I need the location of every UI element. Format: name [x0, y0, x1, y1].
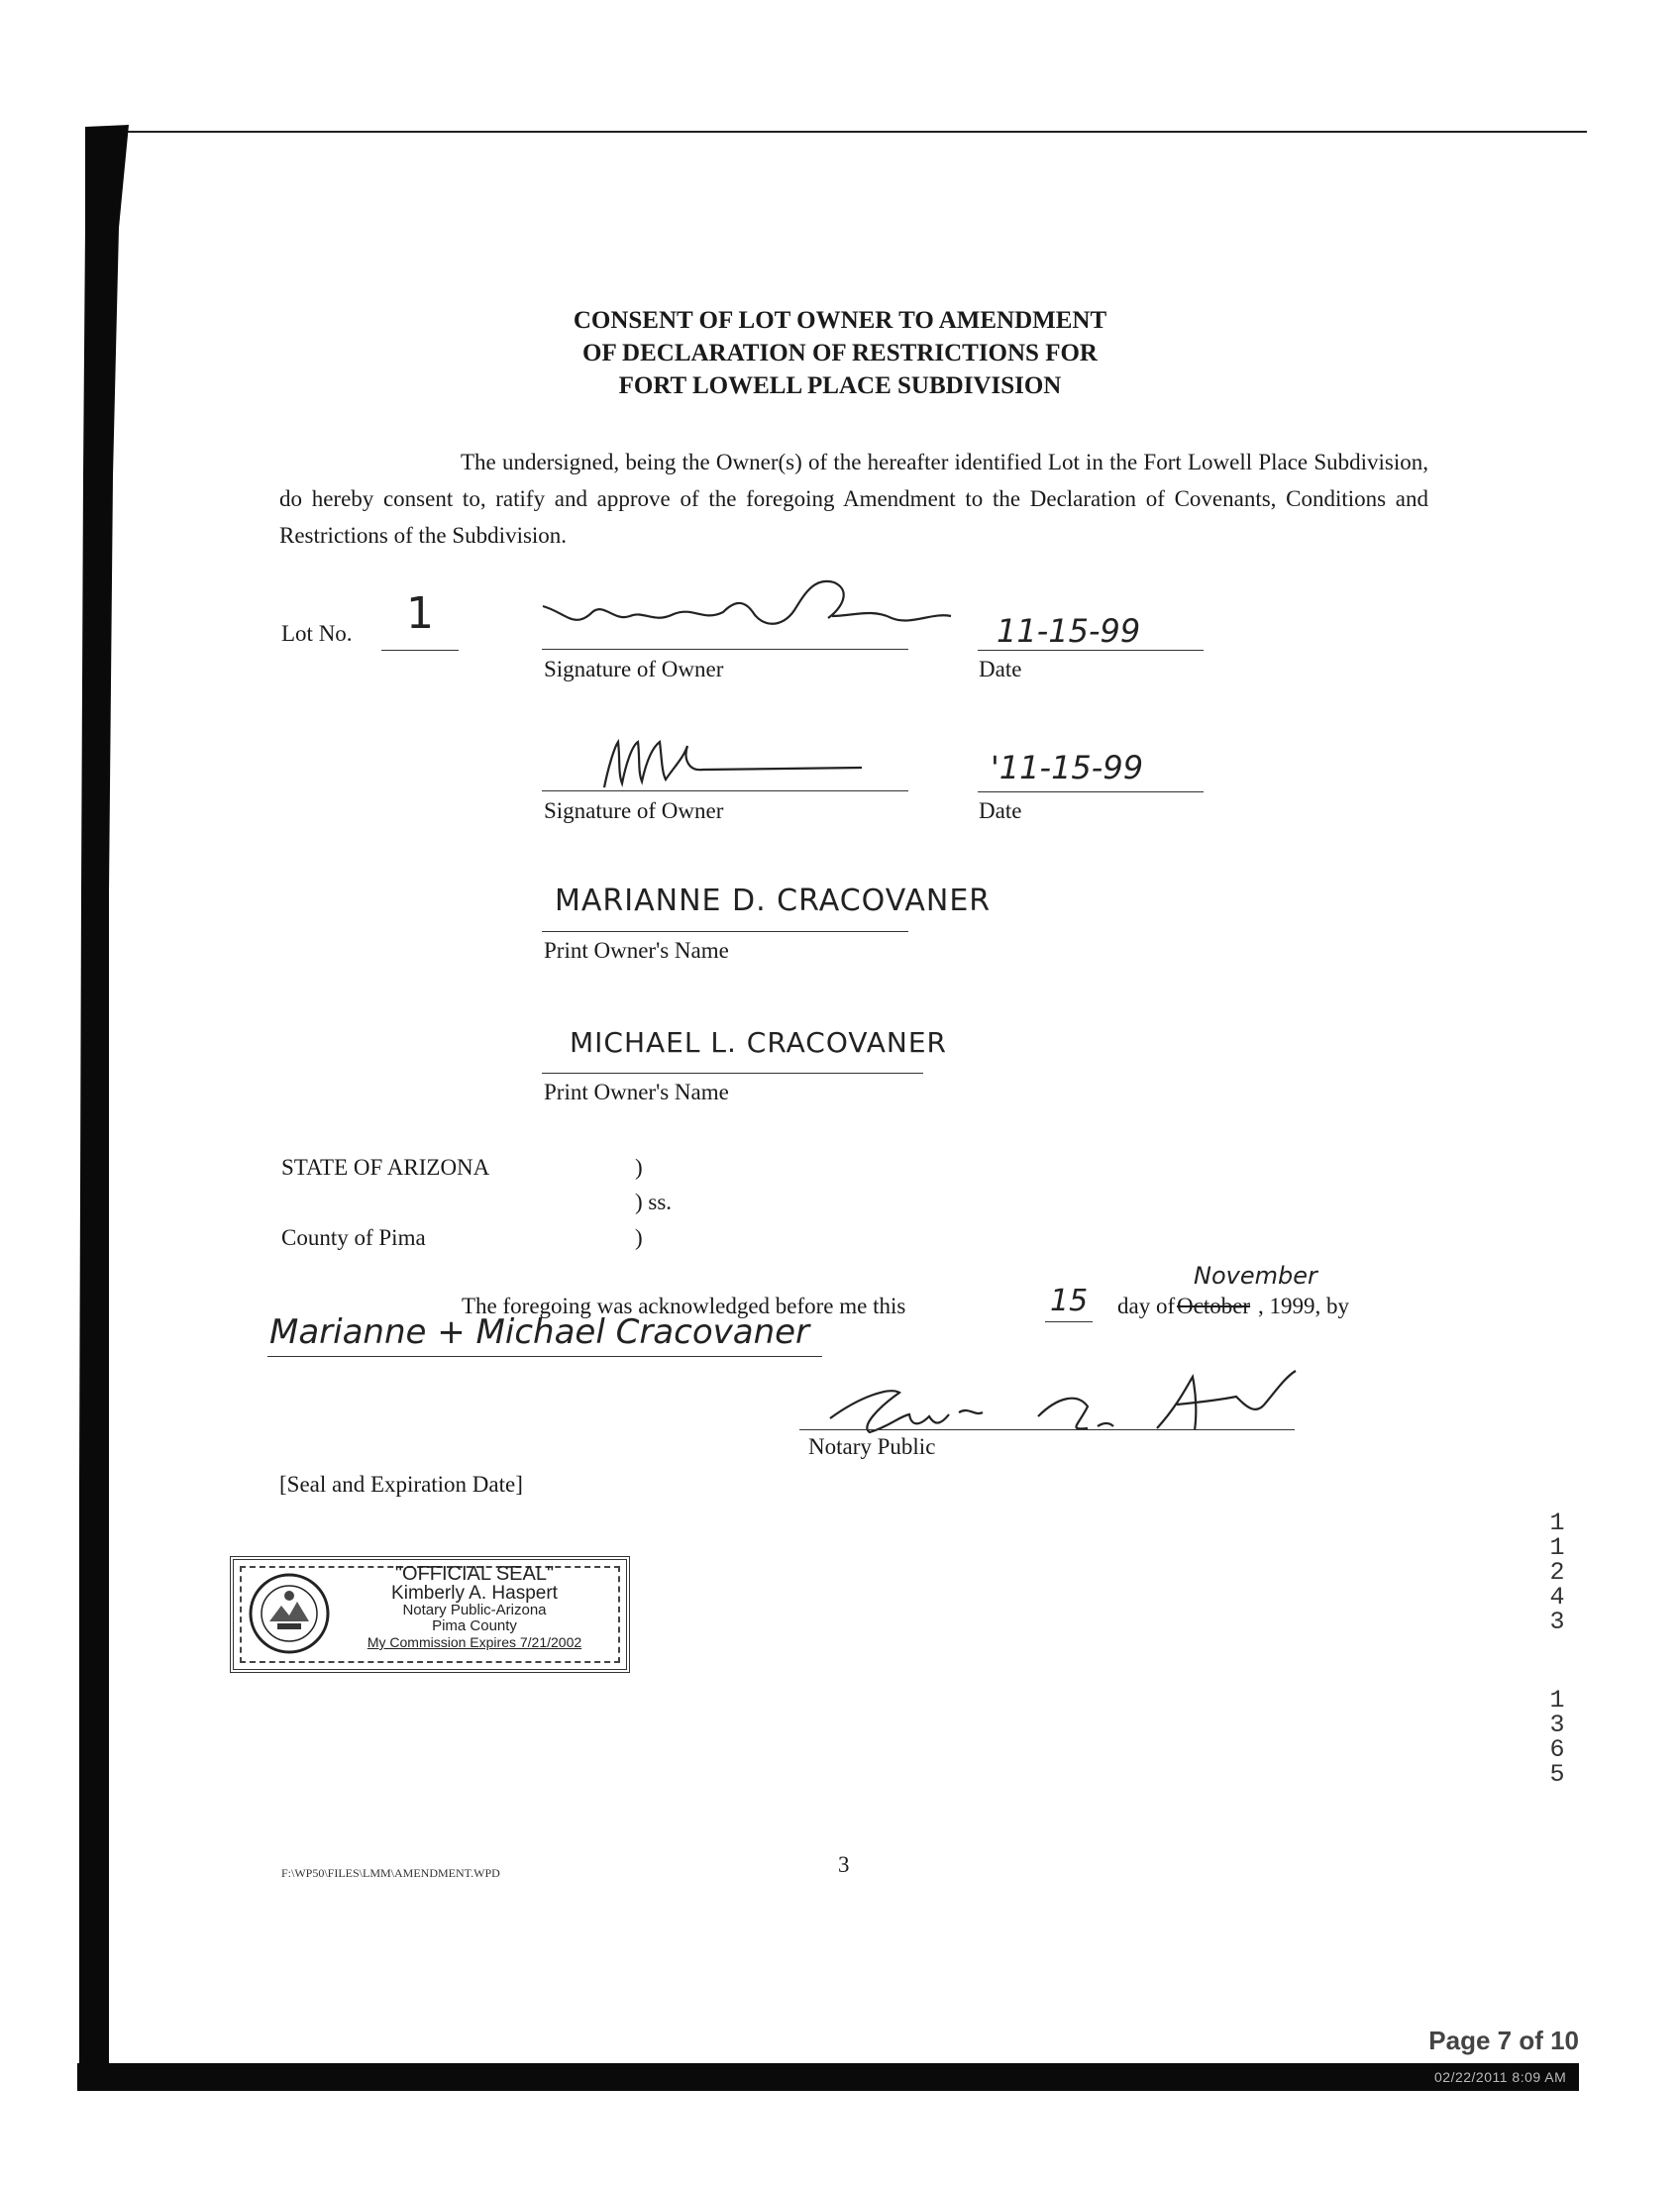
- title-line-2: OF DECLARATION OF RESTRICTIONS FOR: [582, 340, 1098, 366]
- consent-text: The undersigned, being the Owner(s) of the hereafter identified Lot in the Fort Lowell Place Subdivision, do hereby consent to, ratify and approve of the foregoing Amendment to the Declaration of Covenants, Conditions and Restrictions of the Subdivision.: [279, 450, 1428, 548]
- names-line: [267, 1356, 822, 1357]
- owner-signature-1: [535, 573, 961, 652]
- signature-line-1: [542, 649, 908, 650]
- acknowledgment-day: 15: [1050, 1284, 1089, 1318]
- seal-county: Pima County: [432, 1617, 517, 1634]
- page-number-docket: [1547, 1688, 1567, 1787]
- seal-notary-title: Notary Public-Arizona: [402, 1602, 547, 1618]
- notary-caption: Notary Public: [808, 1434, 936, 1459]
- print-name-caption-1: Print Owner's Name: [544, 938, 729, 963]
- docket-digit: 1: [1549, 1533, 1565, 1562]
- signature-line-2: [542, 790, 908, 791]
- acknowledgment-year: , 1999, by: [1258, 1294, 1349, 1318]
- signature-date-1: 11-15-99: [997, 612, 1141, 650]
- seal-text: [331, 1564, 618, 1650]
- date-caption-2: Date: [979, 798, 1022, 823]
- acknowledgment-names: Marianne + Michael Cracovaner: [269, 1312, 810, 1352]
- owner-signature-2: [584, 728, 882, 797]
- print-name-line-2: [542, 1073, 923, 1074]
- acknowledgment-prefix: The foregoing was acknowledged before me this: [462, 1294, 906, 1318]
- date-line-1: [978, 650, 1204, 651]
- docket-digit: 1: [1549, 1509, 1565, 1537]
- signature-caption-2: Signature of Owner: [544, 798, 724, 823]
- acknowledgment-month-struck: October: [1177, 1294, 1251, 1318]
- venue-state: STATE OF ARIZONA: [281, 1155, 490, 1180]
- title-line-3: FORT LOWELL PLACE SUBDIVISION: [618, 372, 1062, 399]
- lot-number-line: [381, 650, 459, 651]
- venue-paren-bottom: ): [635, 1225, 643, 1250]
- acknowledgment-day-of: day of: [1117, 1294, 1176, 1318]
- scan-bottom-border: [77, 2063, 1579, 2091]
- date-caption-1: Date: [979, 657, 1022, 681]
- file-path: F:\WP50\FILES\LMM\AMENDMENT.WPD: [281, 1866, 500, 1880]
- docket-digit: 3: [1549, 1711, 1565, 1739]
- title-line-1: CONSENT OF LOT OWNER TO AMENDMENT: [573, 307, 1107, 334]
- printed-owner-name-2: MICHAEL L. CRACOVANER: [570, 1026, 948, 1059]
- docket-number: [1547, 1510, 1567, 1634]
- venue-ss: ) ss.: [635, 1190, 673, 1214]
- lot-label: Lot No.: [281, 621, 353, 646]
- seal-heading: "OFFICIAL SEAL": [394, 1563, 555, 1585]
- docket-digit: 4: [1549, 1583, 1565, 1612]
- page-of-indicator: Page 7 of 10: [1428, 2026, 1579, 2055]
- lot-number: 1: [406, 588, 434, 639]
- consent-paragraph: [279, 444, 1428, 554]
- printed-owner-name-1: MARIANNE D. CRACOVANER: [555, 884, 992, 918]
- document-title: [0, 304, 1680, 402]
- page-number: 3: [838, 1852, 850, 1877]
- venue-county: County of Pima: [281, 1225, 426, 1250]
- docket-digit: 5: [1549, 1760, 1565, 1789]
- docket-digit: 2: [1549, 1558, 1565, 1587]
- signature-date-2: '11-15-99: [991, 749, 1144, 786]
- acknowledgment-month-handwritten: November: [1194, 1262, 1317, 1290]
- docket-digit: 1: [1549, 1686, 1565, 1715]
- scan-top-border: [121, 131, 1587, 133]
- notary-line: [799, 1429, 1295, 1430]
- print-name-caption-2: Print Owner's Name: [544, 1080, 729, 1104]
- arizona-state-seal-icon: [248, 1572, 331, 1655]
- day-line: [1045, 1321, 1093, 1322]
- docket-digit: 6: [1549, 1735, 1565, 1764]
- docket-digit: 3: [1549, 1608, 1565, 1636]
- official-seal-stamp: [230, 1556, 630, 1673]
- signature-caption-1: Signature of Owner: [544, 657, 724, 681]
- seal-caption: [Seal and Expiration Date]: [279, 1472, 523, 1497]
- seal-expiration: My Commission Expires 7/21/2002: [367, 1634, 582, 1650]
- date-line-2: [978, 791, 1204, 792]
- seal-notary-name: Kimberly A. Haspert: [391, 1583, 558, 1604]
- venue-paren-top: ): [635, 1155, 643, 1180]
- print-timestamp: 02/22/2011 8:09 AM: [1434, 2069, 1567, 2085]
- print-name-line-1: [542, 931, 908, 932]
